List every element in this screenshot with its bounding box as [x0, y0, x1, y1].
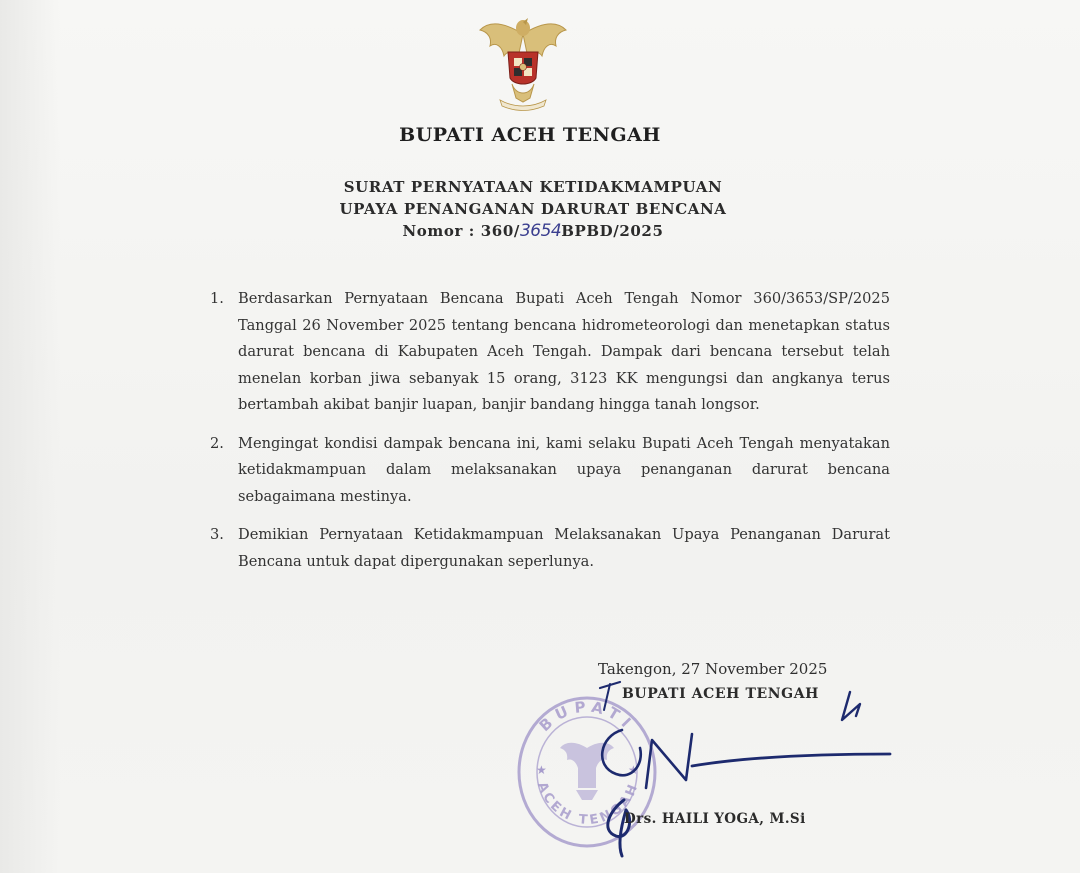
list-item-number: 3.	[210, 526, 224, 543]
list-item-number: 2.	[210, 434, 224, 452]
signatory-title: BUPATI ACEH TENGAH	[622, 686, 819, 702]
subject-line-2: UPAYA PENANGANAN DARURAT BENCANA	[339, 200, 727, 218]
letter-number-handwritten: 3654	[519, 221, 562, 241]
letter-number-suffix: BPBD/2025	[561, 222, 664, 240]
list-item	[200, 431, 890, 511]
list-item	[200, 286, 890, 419]
stamp-text-top: BUPATI	[535, 697, 639, 736]
svg-text:★: ★	[536, 763, 547, 777]
statement-list	[200, 286, 890, 587]
signatory-name: Drs. HAILI YOGA, M.Si	[624, 811, 806, 827]
list-item-text: Mengingat kondisi dampak bencana ini, kami selaku Bupati Aceh Tengah menyatakan ketidakmampuan dalam melaksanakan upaya penanganan darurat bencana sebagaimana mestinya.	[238, 434, 890, 505]
list-item-text: Berdasarkan Pernyataan Bencana Bupati Aceh Tengah Nomor 360/3653/SP/2025 Tanggal 26 November 2025 tentang bencana hidrometeorologi dan menetapkan status darurat bencana di Kabupaten Aceh Tengah. Dampak dari bencana tersebut telah menelan korban jiwa sebanyak 15 orang, 3123 KK mengungsi dan angkanya terus bertambah akibat banjir luapan, banjir bandang hingga tanah longsor.	[238, 290, 890, 413]
list-item-number: 1.	[210, 290, 224, 307]
garuda-emblem-icon	[474, 12, 572, 112]
letter-number-prefix: Nomor : 360/	[402, 222, 520, 240]
handwritten-signature-icon	[560, 670, 900, 860]
stamp-text-bottom: ACEH TENGAH	[533, 780, 643, 829]
office-title: BUPATI ACEH TENGAH	[399, 124, 661, 146]
place-date: Takengon, 27 November 2025	[598, 660, 828, 678]
list-item-text: Demikian Pernyataan Ketidakmampuan Melaksanakan Upaya Penanganan Darurat Bencana untuk dapat dipergunakan seperlunya.	[238, 526, 890, 570]
letter-number	[0, 220, 1066, 242]
subject-line-1: SURAT PERNYATAAN KETIDAKMAMPUAN	[343, 178, 723, 196]
svg-text:★: ★	[628, 763, 639, 777]
letter-subject	[0, 176, 1066, 242]
list-item	[200, 522, 890, 575]
